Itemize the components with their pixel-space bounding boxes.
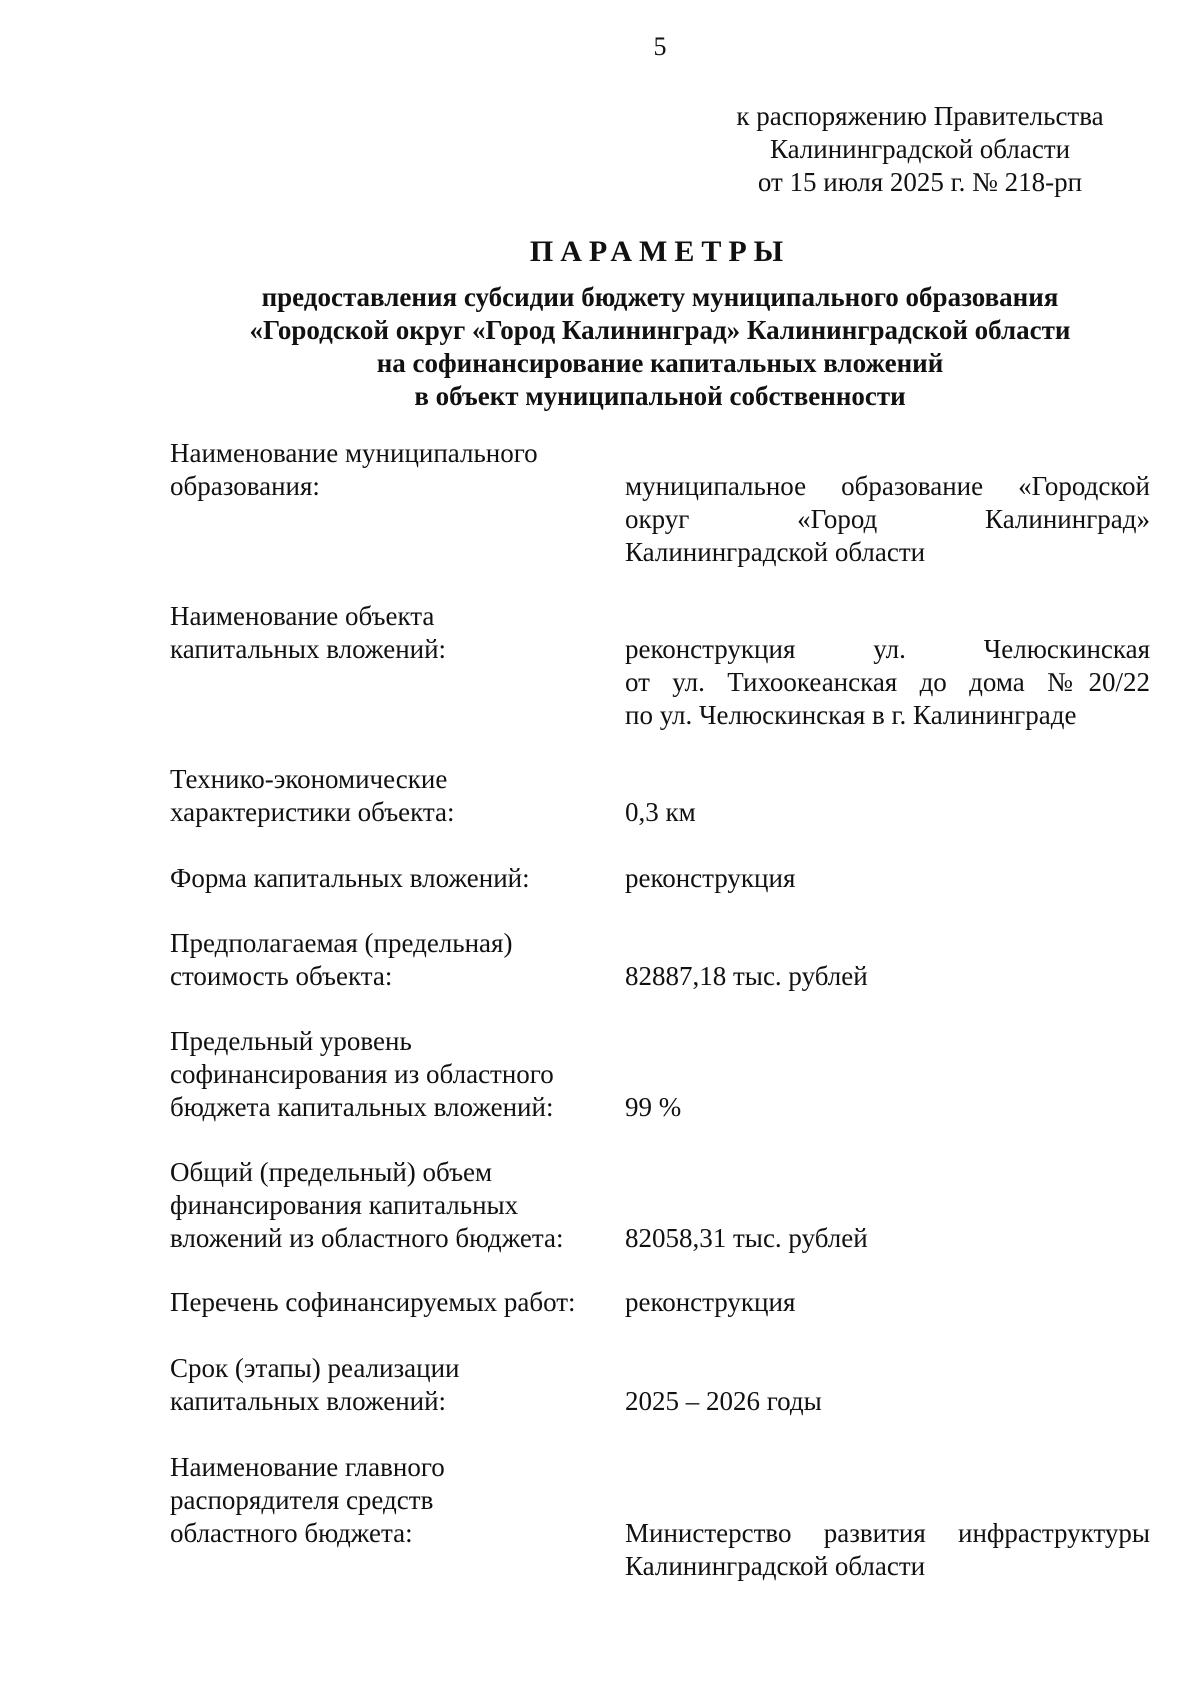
label-line: областного бюджета: xyxy=(170,1518,413,1548)
param-label xyxy=(170,1286,610,1319)
param-label xyxy=(170,927,610,993)
label-line: Перечень софинансируемых работ: xyxy=(170,1287,576,1317)
label-line: образования: xyxy=(170,471,320,501)
label-line: распорядителя средств xyxy=(170,1485,434,1515)
param-value xyxy=(625,633,1150,732)
value-line: 99 % xyxy=(625,1092,682,1122)
param-value xyxy=(625,862,1150,895)
param-label xyxy=(170,1025,610,1124)
label-line: Технико-экономические xyxy=(170,764,448,794)
label-line: финансирования капитальных xyxy=(170,1190,519,1220)
param-label xyxy=(170,862,610,895)
page-number: 5 xyxy=(653,32,667,61)
value-line: 0,3 км xyxy=(625,797,696,827)
param-label xyxy=(170,1451,610,1550)
value-line: реконструкция ул. Челюскинская xyxy=(625,634,1150,664)
label-line: Предельный уровень xyxy=(170,1026,412,1056)
subtitle-line: в объект муниципальной собственности xyxy=(414,381,906,411)
label-line: Наименование объекта xyxy=(170,601,435,631)
param-label xyxy=(170,600,610,666)
value-line: 82058,31 тыс. рублей xyxy=(625,1223,868,1253)
value-line: Калининградской области xyxy=(625,1551,926,1581)
param-value xyxy=(625,960,1150,993)
param-label xyxy=(170,437,610,503)
value-line: Министерство развития инфраструктуры xyxy=(625,1518,1150,1548)
label-line: софинансирования из областного xyxy=(170,1059,554,1089)
value-line: муниципальное образование «Городской xyxy=(625,471,1150,501)
subtitle-line: предоставления субсидии бюджету муниципального образования xyxy=(261,282,1059,312)
label-line: Наименование главного xyxy=(170,1452,445,1482)
value-line: по ул. Челюскинская в г. Калининграде xyxy=(625,700,1077,730)
param-value xyxy=(625,1286,1150,1319)
param-value xyxy=(625,470,1150,569)
label-line: бюджета капитальных вложений: xyxy=(170,1092,554,1122)
param-value xyxy=(625,1091,1150,1124)
label-line: характеристики объекта: xyxy=(170,797,455,827)
param-value xyxy=(625,1517,1150,1583)
param-value xyxy=(625,1385,1150,1418)
label-line: стоимость объекта: xyxy=(170,961,393,991)
label-line: Форма капитальных вложений: xyxy=(170,863,530,893)
label-line: капитальных вложений: xyxy=(170,634,447,664)
value-line: Калининградской области xyxy=(625,537,926,567)
value-line: 2025 – 2026 годы xyxy=(625,1386,822,1416)
value-line: округ «Город Калининград» xyxy=(625,504,1150,534)
label-line: Общий (предельный) объем xyxy=(170,1157,493,1187)
approval-line-2: Калининградской области xyxy=(769,134,1071,164)
param-label xyxy=(170,1156,610,1255)
label-line: Предполагаемая (предельная) xyxy=(170,928,513,958)
label-line: Срок (этапы) реализации xyxy=(170,1353,460,1383)
document-title-block xyxy=(165,235,1155,413)
approval-line-3: от 15 июля 2025 г. № 218-рп xyxy=(757,167,1083,197)
value-line: от ул. Тихоокеанская до дома №20/22 xyxy=(625,667,1150,697)
param-value xyxy=(625,796,1150,829)
document-title: ПАРАМЕТРЫ xyxy=(529,235,791,268)
label-line: вложений из областного бюджета: xyxy=(170,1223,564,1253)
value-line: 82887,18 тыс. рублей xyxy=(625,961,868,991)
param-label xyxy=(170,1352,610,1418)
label-line: капитальных вложений: xyxy=(170,1386,447,1416)
approval-reference xyxy=(710,100,1130,199)
param-value xyxy=(625,1222,1150,1255)
label-line: Наименование муниципального xyxy=(170,438,538,468)
value-line: реконструкция xyxy=(625,1287,796,1317)
approval-line-1: к распоряжению Правительства xyxy=(736,101,1104,131)
subtitle-line: «Городской округ «Город Калининград» Калининградской области xyxy=(249,315,1071,345)
subtitle-line: на софинансирование капитальных вложений xyxy=(376,348,944,378)
value-line: реконструкция xyxy=(625,863,796,893)
param-label xyxy=(170,763,610,829)
